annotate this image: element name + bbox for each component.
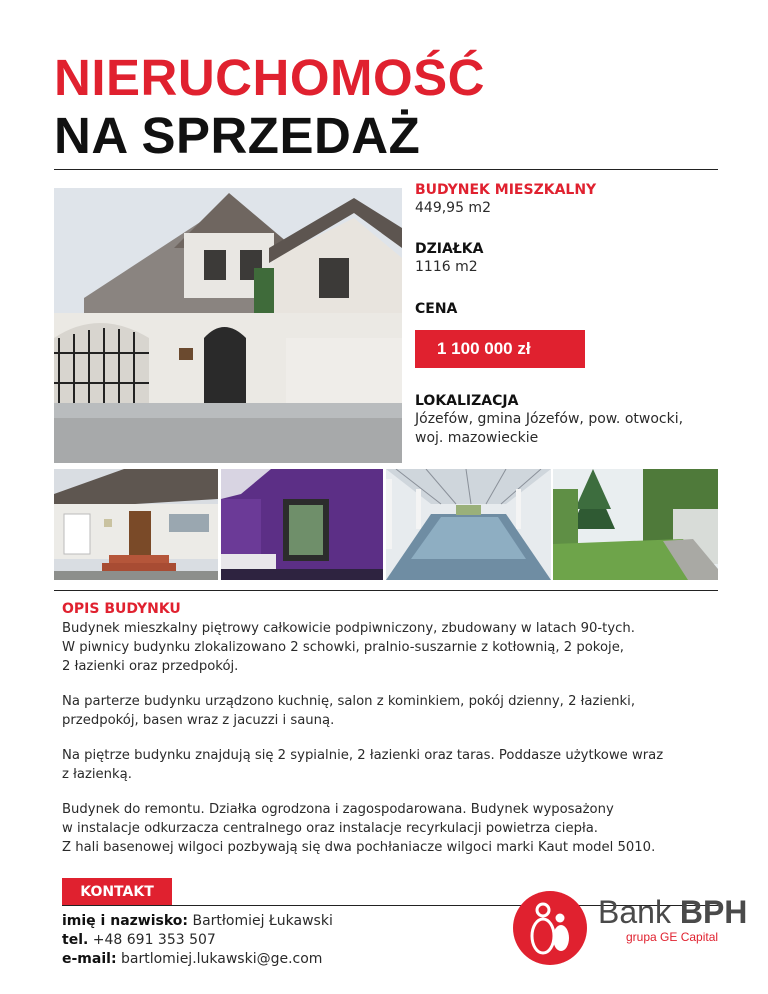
contact-details — [62, 912, 333, 969]
contact-name-row — [62, 912, 333, 931]
description-paragraph-2: Na parterze budynku urządzono kuchnię, salon z kominkiem, pokój dzienny, 2 łazienki, przedpokój, basen wraz z jacuzzi i sauną. — [62, 694, 636, 728]
thumbnail-garden — [553, 469, 718, 580]
phone-label: tel. — [62, 932, 89, 948]
name-label: imię i nazwisko: — [62, 913, 189, 929]
contact-phone-row — [62, 931, 333, 950]
email-label: e-mail: — [62, 951, 117, 967]
description-paragraph-4: Budynek do remontu. Działka ogrodzona i zagospodarowana. Budynek wyposażony w instalacje odkurzacza centralnego oraz instalacje recyrkulacji powietrza ciepła. Z hali basenowej wilgoci pozbywają się dwa pochłaniacze wilgoci marki Kaut model 5010. — [62, 802, 656, 855]
contact-title: KONTAKT — [62, 878, 172, 906]
bank-name — [598, 894, 747, 930]
price-label: CENA — [415, 301, 458, 317]
contact-phone[interactable]: +48 691 353 507 — [92, 932, 216, 948]
contact-email-row — [62, 950, 333, 969]
bank-subtitle: grupa GE Capital — [626, 930, 719, 944]
description-section — [62, 600, 722, 873]
house-photo — [54, 188, 402, 463]
thumbnail-pool — [386, 469, 551, 580]
title-line-2: NA SPRZEDAŻ — [54, 107, 421, 164]
description-title: OPIS BUDYNKU — [62, 601, 181, 617]
thumbnail-interior — [221, 469, 383, 580]
plot-label: DZIAŁKA — [415, 241, 484, 257]
top-divider — [54, 169, 718, 170]
middle-divider — [54, 590, 718, 591]
bank-wordmark — [598, 894, 747, 944]
location-info — [415, 392, 725, 448]
building-label: BUDYNEK MIESZKALNY — [415, 182, 597, 198]
description-paragraph-3: Na piętrze budynku znajdują się 2 sypialnie, 2 łazienki oraz taras. Poddasze użytkowe wraz z łazienką. — [62, 748, 664, 782]
title-line-1: NIERUCHOMOŚĆ — [54, 49, 486, 106]
bank-logo — [510, 888, 748, 968]
contact-name: Bartłomiej Łukawski — [192, 913, 333, 929]
building-area: 449,95 m2 — [415, 200, 491, 216]
location-label: LOKALIZACJA — [415, 393, 519, 409]
thumbnail-entrance — [54, 469, 218, 580]
bank-name-regular: Bank — [598, 894, 680, 930]
building-info — [415, 181, 725, 218]
price-info — [415, 300, 725, 318]
bank-name-bold: BPH — [679, 894, 748, 930]
price-badge: 1 100 000 zł — [415, 330, 585, 368]
bank-emblem-icon — [510, 888, 594, 968]
location-line-1: Józefów, gmina Józefów, pow. otwocki, — [415, 411, 684, 427]
description-paragraph-1: Budynek mieszkalny piętrowy całkowicie podpiwniczony, zbudowany w latach 90-tych. W piwnicy budynku zlokalizowano 2 schowki, pralnio-suszarnie z kotłownią, 2 pokoje, 2 łazienki oraz przedpokój. — [62, 621, 635, 674]
plot-area: 1116 m2 — [415, 259, 478, 275]
location-line-2: woj. mazowieckie — [415, 430, 539, 446]
plot-info — [415, 240, 725, 277]
contact-email[interactable]: bartlomiej.lukawski@ge.com — [121, 951, 323, 967]
